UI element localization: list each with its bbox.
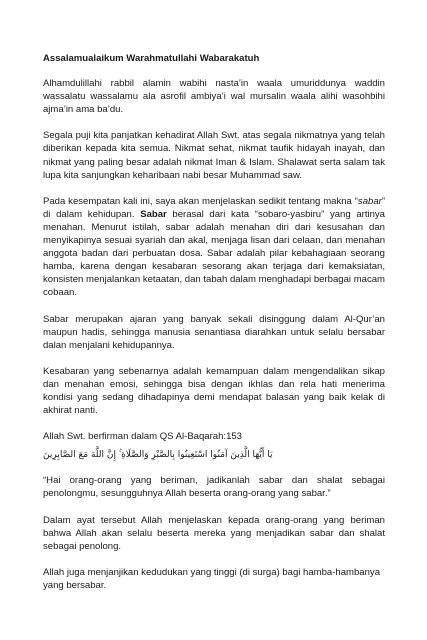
topic-intro-paragraph <box>43 195 385 300</box>
topic-intro-after-quote: ” di dalam kehidupan. <box>43 195 385 220</box>
verse-intro: Allah Swt. berfirman dalam QS Al-Baqarah:153 <box>43 431 242 443</box>
topic-intro-before-quote: Pada kesempatan kali ini, saya akan menjelaskan sedikit tentang makna “ <box>43 195 358 207</box>
document-page <box>43 52 385 604</box>
definition-paragraph: Kesabaran yang sebenarnya adalah kemampuan dalam mengendalikan sikap dan menahan emosi, sehingga bisa dengan ikhlas dan rela hati menerima kondisi yang sedang dihadapinya demi mendapat balasan yang baik kelak di akhirat nanti. <box>43 365 385 417</box>
closing-paragraph: Allah juga menjanjikan kedudukan yang tinggi (di surga) bagi hamba-hambanya yang bersabar. <box>43 566 381 591</box>
teaching-paragraph: Sabar merupakan ajaran yang banyak sekali disinggung dalam Al-Qur’an maupun hadis, sehingga manusia senantiasa diarahkan untuk selalu bersabar dalan menjalani kehidupannya. <box>43 313 385 351</box>
verse-arabic: يَا أَيُّهَا الَّذِينَ آمَنُوا اسْتَعِينُوا بِالصَّبْرِ وَالصَّلَاةِ ۚ إِنَّ اللَّهَ مَعَ الصَّابِرِينَ <box>43 450 273 461</box>
gratitude-paragraph: Segala puji kita panjatkan kehadirat Allah Swt. atas segala nikmatnya yang telah diberikan kepada kita semua. Nikmat sehat, nikmat taufik hidayah inayah, dan nikmat yang paling besar adalah nikmat Iman & Islam. Shalawat serta salam tak lupa kita sanjungkan keharibaan nabi besar Muhammad saw. <box>43 130 385 181</box>
topic-intro-quoted-word: sabar <box>357 195 382 207</box>
explanation-paragraph: Dalam ayat tersebut Allah menjelaskan kepada orang-orang yang beriman bahwa Allah akan selalu beserta mereka yang menjadikan sabar dan shalat sebagai penolong. <box>43 514 385 552</box>
topic-intro-bold-word: Sabar <box>140 208 167 220</box>
greeting-heading: Assalamualaikum Warahmatullahi Wabarakatuh <box>43 53 260 64</box>
verse-translation: “Hai orang-orang yang beriman, jadikanlah sabar dan shalat sebagai penolongmu, sesungguhnya Allah beserta orang-orang yang sabar.” <box>43 475 385 500</box>
topic-intro-rest: berasal dari kata “sobaro-yasbiru” yang artinya menahan. Menurut istilah, sabar adalah menahan diri dari kesusahan dan menyikapinya sesuai syariah dan akal, menjaga lisan dari celaan, dan menahan anggota badan dari perbuatan dosa. Sabar adalah pilar kebahagiaan seorang hamba, karena dengan kesabaran sesorang akan terjaga dari kemaksiatan, konsisten menjalankan ketaatan, dan tabah dalam menghadapi berbagai macam cobaan. <box>43 208 385 299</box>
opening-paragraph: Alhamdulillahi rabbil alamin wabihi nasta’in waala umuriddunya waddin wassalatu wassalamu ala asrofil ambiya’i wal mursalin waala alihi wasohbihi ajma’in ama ba’du. <box>43 78 385 116</box>
